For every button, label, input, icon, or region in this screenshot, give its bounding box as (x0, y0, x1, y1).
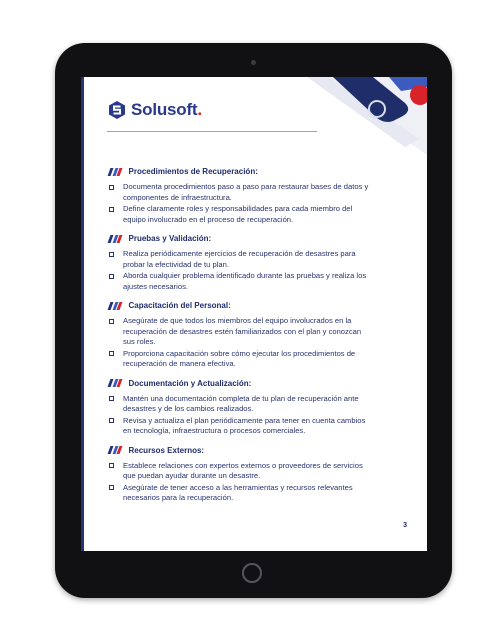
square-bullet-icon (109, 418, 114, 423)
section (109, 232, 409, 292)
list-item-line: recuperación de manera efectiva. (123, 359, 236, 368)
list-item-line: Proporciona capacitación sobre cómo ejecutar los procedimientos de (123, 348, 356, 358)
list-item-line: en tecnología, infraestructura o procesos comerciales. (123, 426, 306, 435)
logo (107, 100, 202, 120)
list-item-line: Revisa y actualiza el plan periódicamente para tener en cuenta cambios (123, 415, 366, 425)
list-item-line: Asegúrate de tener acceso a las herramientas y recursos relevantes (123, 482, 353, 492)
section-slashes-icon (109, 446, 123, 454)
square-bullet-icon (109, 319, 114, 324)
list-item-line: recuperación de desastres estén familiarizados con el plan y conozcan (123, 326, 362, 336)
list-item-line: sus roles. (123, 337, 156, 346)
section-heading (109, 232, 409, 245)
list-item-text (123, 271, 409, 292)
list-item-line: equipo involucrado en el proceso de recuperación. (123, 214, 294, 224)
list-item-text (123, 249, 409, 270)
section-title: Capacitación del Personal: (128, 301, 231, 310)
list-item-line: que puedan ayudar durante un desastre. (123, 471, 261, 480)
list-item (109, 249, 409, 270)
list-item (109, 182, 409, 203)
section-heading (109, 377, 409, 390)
section-slashes-icon (109, 302, 123, 310)
section-slashes-icon (109, 235, 123, 243)
square-bullet-icon (109, 185, 114, 190)
section-heading (109, 444, 409, 457)
list-item-line: Define claramente roles y responsabilidades para cada miembro del (123, 204, 353, 213)
section (109, 165, 409, 225)
tablet-frame (55, 43, 452, 598)
list-item-text (123, 416, 409, 437)
square-bullet-icon (109, 463, 114, 468)
section-title: Pruebas y Validación: (128, 234, 212, 243)
list-item-line: desastres y de los cambios realizados. (123, 404, 254, 413)
list-item-line: ajustes necesarios. (123, 281, 189, 291)
list-item-line: componentes de infraestructura. (123, 192, 232, 202)
list-item (109, 483, 409, 504)
square-bullet-icon (109, 351, 114, 356)
list-item-text (123, 394, 409, 415)
list-item (109, 394, 409, 415)
list-item-line: Documenta procedimientos paso a paso para restaurar bases de datos y (123, 182, 369, 191)
square-bullet-icon (109, 207, 114, 212)
list-item-line: Realiza periódicamente ejercicios de recuperación de desastres para (123, 249, 356, 258)
list-item-line: Establece relaciones con expertos externos o proveedores de servicios (123, 460, 363, 470)
list-item-text (123, 483, 409, 504)
list-item (109, 349, 409, 370)
square-bullet-icon (109, 485, 114, 490)
list-item-text (123, 316, 409, 348)
corner-decoration (277, 77, 427, 155)
section-title: Recursos Externos: (128, 445, 205, 455)
list-item-line: probar la efectividad de tu plan. (123, 259, 229, 269)
section-heading (109, 165, 409, 178)
list-item (109, 271, 409, 292)
section (109, 299, 409, 370)
list-item-line: Mantén una documentación completa de tu plan de recuperación ante (123, 393, 359, 403)
section-slashes-icon (109, 379, 123, 387)
logo-text: Solusoft. (131, 100, 202, 119)
list-item-line: Aborda cualquier problema identificado durante las pruebas y realiza los (123, 271, 367, 280)
square-bullet-icon (109, 396, 114, 401)
section-title: Procedimientos de Recuperación: (128, 167, 258, 176)
camera-icon (251, 60, 256, 65)
list-item-text (123, 204, 409, 225)
list-item-text (123, 349, 409, 370)
square-bullet-icon (109, 274, 114, 279)
header-divider (107, 131, 317, 132)
list-item-line: Asegúrate de que todos los miembros del equipo involucrados en la (123, 316, 352, 325)
list-item-text (123, 461, 409, 482)
list-item-text (123, 182, 409, 203)
section-heading (109, 299, 409, 312)
document-content (109, 165, 409, 511)
section-title: Documentación y Actualización: (128, 378, 252, 388)
section (109, 377, 409, 437)
document-page (81, 77, 427, 551)
square-bullet-icon (109, 252, 114, 257)
list-item (109, 416, 409, 437)
list-item (109, 461, 409, 482)
page-number: 3 (403, 522, 407, 529)
section (109, 444, 409, 504)
list-item (109, 316, 409, 348)
section-slashes-icon (109, 168, 123, 176)
logo-icon (107, 100, 127, 120)
home-button[interactable] (242, 563, 262, 583)
list-item-line: necesarios para la recuperación. (123, 493, 234, 502)
left-accent-stripe (81, 77, 84, 551)
list-item (109, 204, 409, 225)
